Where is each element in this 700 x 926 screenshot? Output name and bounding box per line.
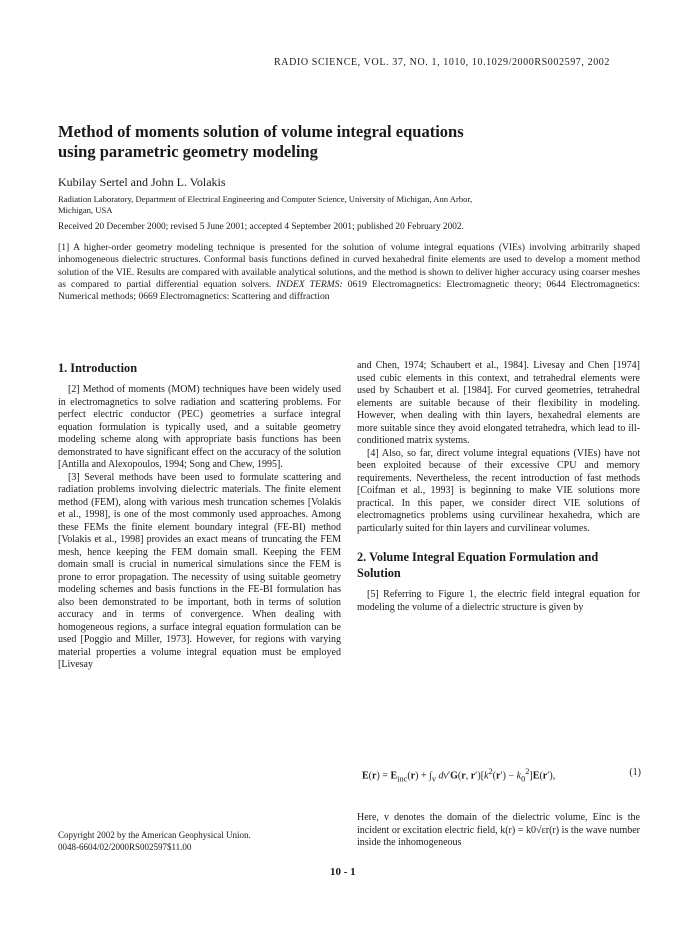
copyright <box>58 830 251 853</box>
authors: Kubilay Sertel and John L. Volakis <box>58 175 226 189</box>
section-2-heading: 2. Volume Integral Equation Formulation and Solution <box>357 550 599 580</box>
right-column <box>357 360 640 614</box>
copyright-line-2: 0048-6604/02/2000RS002597$11.00 <box>58 841 192 852</box>
paper-title <box>58 122 638 162</box>
paragraph-2: [2] Method of moments (MOM) techniques have been widely used in electromagnetics to solve radiation and scattering problems. For perfect electric conductor (PEC) geometries a surface integral equation formulation is typically used, and a suitable geometry modeling scheme along with appropriate basis functions has been demonstrated to have significant effect on the accuracy of the solution [Antilla and Alexopoulos, 1994; Song and Chew, 1995]. <box>58 384 341 470</box>
section-1-heading: 1. Introduction <box>58 361 138 375</box>
paragraph-after-equation: Here, v denotes the domain of the dielectric volume, Einc is the incident or excitation electric field, k(r) = k0√εr(r) is the wave number inside the inhomogeneous <box>357 812 640 848</box>
left-column <box>58 360 341 672</box>
publication-dates: Received 20 December 2000; revised 5 June 2001; accepted 4 September 2001; published 20 February 2002. <box>58 222 464 232</box>
title-line-2: using parametric geometry modeling <box>58 142 318 161</box>
abstract-text: A higher-order geometry modeling technique is presented for the solution of volume integral equations (VIEs) involving arbitrarily shaped inhomogeneous dielectric structures. Conformal basis functions defined in curved hexahedral finite elements are used to develop a moment method solution of the VIE. Results are compared with available analytical solutions, and the method is shown to deliver higher accuracy using coarser meshes as compared to partial differential equation solvers. <box>58 242 640 290</box>
paragraph-4: [4] Also, so far, direct volume integral equations (VIEs) have not been exploited because of their excessive CPU and memory requirements. Nevertheless, the recent introduction of fast methods [Coifman et al., 1993] is beginning to make VIE solutions more practical. In this paper, we consider direct VIE solutions of electromagnetics problems using curvilinear hexahedra, which are particularly suited for thin layers and curvilinear volumes. <box>357 447 640 534</box>
equation-body: $E(r) = E_{inc}(r) + \int_v$ dv′G(r, $r')[k^2(r') - k_0^2]E(r')$, <box>362 767 556 784</box>
title-line-1: Method of moments solution of volume integral equations <box>58 122 464 141</box>
affiliation <box>58 194 638 216</box>
paragraph-5: [5] Referring to Figure 1, the electric field integral equation for modeling the volume of a dielectric structure is given by <box>357 589 640 613</box>
equation-1 <box>357 763 647 787</box>
equation-number: (1) <box>629 767 641 778</box>
copyright-line-1: Copyright 2002 by the American Geophysical Union. <box>58 830 251 840</box>
paragraph-3-continued: and Chen, 1974; Schaubert et al., 1984]. Livesay and Chen [1974] used cubic elements in this context, and tetrahedral elements were used by Schaubert et al. [1984]. For curved geometries, tetrahedral elements are suitable because of their flexibility in modeling. However, when dealing with thin layers, hexahedral elements are more suitable since they avoid elongated tetrahedra, which lead to ill-conditioned matrix systems. <box>357 360 640 446</box>
paragraph-3: [3] Several methods have been used to formulate scattering and radiation problems involving dielectric materials. The finite element method (FEM), along with various mesh truncation schemes [Volakis et al., 1998], is one of the most commonly used approaches. Among these FEMs the finite element boundary integral (FE-BI) method [Volakis et al., 1998] provides an exact means of truncating the FEM mesh, hence keeping the FEM domain small. Keeping the FEM domain small is crucial in numerical simulations since the FEM is prone to error propagation. The necessity of using suitable geometry modeling schemes and basis functions in the FE-BI formulation has also been demonstrated to be important, both in terms of solution accuracy and in terms of convergence. When dealing with homogeneous regions, a surface integral equation formulation can be used [Poggio and Miller, 1973]. However, for regions with varying material properties a volume integral equation must be employed [Livesay <box>58 471 341 670</box>
page-number: 10 - 1 <box>330 866 356 878</box>
index-terms-label: INDEX TERMS: <box>276 278 343 290</box>
affiliation-line-1: Radiation Laboratory, Department of Electrical Engineering and Computer Science, University of Michigan, Ann Arbor, <box>58 194 473 204</box>
abstract-marker: [1] <box>58 242 70 253</box>
affiliation-line-2: Michigan, USA <box>58 205 113 215</box>
abstract <box>58 242 640 303</box>
running-head: RADIO SCIENCE, VOL. 37, NO. 1, 1010, 10.1029/2000RS002597, 2002 <box>274 57 610 68</box>
index-terms-text: 0619 Electromagnetics: Electromagnetic theory; 0644 Electromagnetics: Numerical methods; 0669 Electromagnetics: Scattering and diffraction <box>58 278 640 303</box>
